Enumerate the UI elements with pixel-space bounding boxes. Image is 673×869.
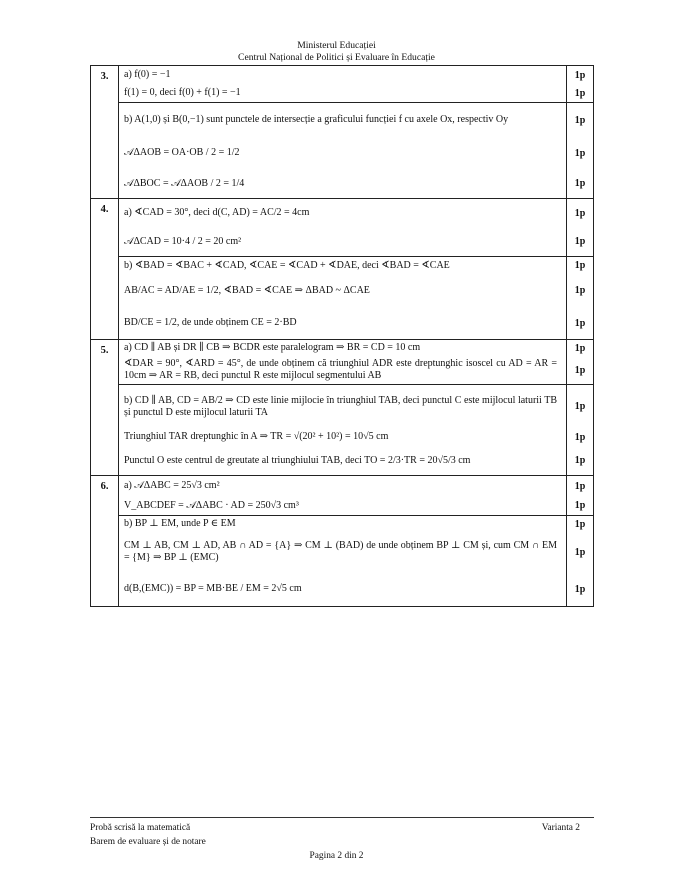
points-value: 1p	[574, 583, 586, 595]
table-row	[91, 516, 594, 607]
item-content	[119, 516, 567, 607]
solution-line: b) CD ∥ AB, CD = AB/2 ⇒ CD este linie mijlocie în triunghiul TAB, deci punctul C este mijlocul laturii TB și punctul D este mijlocul laturii TA	[124, 394, 557, 418]
center-name: Centrul Național de Politici și Evaluare în Educație	[238, 52, 435, 63]
item-content	[119, 103, 567, 199]
footer-subject: Probă scrisă la matematică	[90, 823, 191, 833]
solution-line: Punctul O este centrul de greutate al triunghiului TAB, deci TO = 2/3·TR = 20√5/3 cm	[124, 454, 471, 466]
item-content	[119, 476, 567, 516]
points-cell	[567, 199, 594, 257]
solution-line: a) f(0) = −1	[124, 69, 171, 80]
document-header	[0, 40, 673, 64]
item-content	[119, 66, 567, 103]
solution-line: a) 𝒜ΔABC = 25√3 cm²	[124, 480, 220, 491]
solution-line: 𝒜ΔBOC = 𝒜ΔAOB / 2 = 1/4	[124, 177, 245, 189]
solution-line: AB/AC = AD/AE = 1/2, ∢BAD = ∢CAE ⇒ ΔBAD ~ ΔCAE	[124, 284, 370, 296]
solution-line: a) CD ∥ AB și DR ∥ CB ⇒ BCDR este paralelogram ⇒ BR = CD = 10 cm	[124, 342, 421, 353]
points-value: 1p	[574, 317, 586, 329]
points-value: 1p	[574, 546, 586, 558]
solution-line: d(B,(EMC)) = BP = MB·BE / EM = 2√5 cm	[124, 583, 302, 594]
points-value: 1p	[574, 114, 586, 126]
points-cell	[567, 340, 594, 385]
footer-doc-type: Barem de evaluare și de notare	[90, 837, 206, 847]
solution-line: V_ABCDEF = 𝒜ΔABC · AD = 250√3 cm³	[124, 499, 299, 511]
table-row	[91, 385, 594, 476]
points-value: 1p	[574, 207, 586, 219]
solution-line: ∢DAR = 90°, ∢ARD = 45°, de unde obținem că triunghiul ADR este dreptunghic isoscel cu AD = AR = 10cm ⇒ AR = RB, deci punctul R este mijlocul segmentului AB	[124, 358, 557, 381]
solution-line: 𝒜ΔCAD = 10·4 / 2 = 20 cm²	[124, 235, 242, 247]
solution-line: 𝒜ΔAOB = OA·OB / 2 = 1/2	[124, 147, 240, 158]
solution-line: b) ∢BAD = ∢BAC + ∢CAD, ∢CAE = ∢CAD + ∢DAE, deci ∢BAD = ∢CAE	[124, 259, 450, 271]
table-row	[91, 103, 594, 199]
points-value: 1p	[574, 518, 586, 530]
item-number: 6.	[91, 476, 119, 607]
points-value: 1p	[574, 500, 586, 511]
footer-variant: Varianta 2	[541, 823, 580, 833]
points-value: 1p	[574, 364, 586, 376]
table-row	[91, 476, 594, 516]
points-value: 1p	[574, 431, 586, 443]
points-value: 1p	[574, 147, 586, 159]
item-content	[119, 385, 567, 476]
item-content	[119, 340, 567, 385]
points-cell	[567, 257, 594, 340]
points-value: 1p	[574, 480, 586, 492]
ministry-name: Ministerul Educației	[297, 40, 376, 51]
points-value: 1p	[574, 342, 586, 354]
points-value: 1p	[574, 285, 586, 296]
points-value: 1p	[574, 87, 586, 99]
table-row	[91, 257, 594, 340]
grading-table	[90, 65, 594, 607]
points-cell	[567, 385, 594, 476]
item-number: 3.	[91, 66, 119, 199]
points-value: 1p	[574, 236, 586, 247]
table-row	[91, 340, 594, 385]
solution-line: b) A(1,0) și B(0,−1) sunt punctele de intersecție a graficului funcției f cu axele Ox, respectiv Oy	[124, 114, 509, 125]
solution-line: a) ∢CAD = 30°, deci d(C, AD) = AC/2 = 4cm	[124, 207, 310, 218]
points-value: 1p	[574, 260, 586, 271]
solution-line: b) BP ⊥ EM, unde P ∈ EM	[124, 518, 236, 529]
points-value: 1p	[574, 69, 586, 81]
item-number: 4.	[91, 199, 119, 340]
table-row	[91, 199, 594, 257]
solution-line: BD/CE = 1/2, de unde obținem CE = 2·BD	[124, 317, 297, 328]
solution-line: f(1) = 0, deci f(0) + f(1) = −1	[124, 87, 241, 98]
points-cell	[567, 103, 594, 199]
solution-line: Triunghiul TAR dreptunghic în A ⇒ TR = √(20² + 10²) = 10√5 cm	[124, 431, 389, 442]
points-cell	[567, 476, 594, 516]
footer-divider	[90, 817, 594, 818]
item-content	[119, 257, 567, 340]
table-row	[91, 66, 594, 103]
points-cell	[567, 516, 594, 607]
points-value: 1p	[574, 401, 586, 412]
item-content	[119, 199, 567, 257]
solution-line: CM ⊥ AB, CM ⊥ AD, AB ∩ AD = {A} ⇒ CM ⊥ (BAD) de unde obținem BP ⊥ CM și, cum CM ∩ EM = {M} ⇒ BP ⊥ (EMC)	[124, 540, 557, 563]
page-number: Pagina 2 din 2	[309, 851, 364, 861]
points-value: 1p	[574, 178, 586, 189]
item-number: 5.	[91, 340, 119, 476]
points-cell	[567, 66, 594, 103]
points-value: 1p	[574, 455, 586, 466]
